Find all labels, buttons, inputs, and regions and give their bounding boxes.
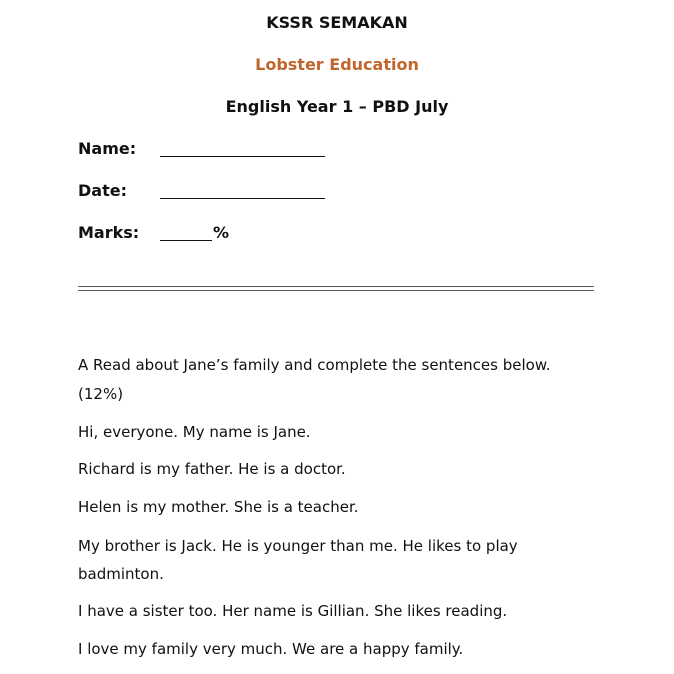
passage-line: My brother is Jack. He is younger than me. He likes to play [78, 537, 518, 555]
name-label: Name: [78, 139, 137, 158]
passage-line: I have a sister too. Her name is Gillian. She likes reading. [78, 602, 508, 620]
document-title: KSSR SEMAKAN [266, 13, 408, 32]
passage-line: Hi, everyone. My name is Jane. [78, 423, 311, 441]
publisher-name: Lobster Education [255, 55, 419, 74]
date-blank[interactable] [160, 182, 325, 199]
passage-line: I love my family very much. We are a happy family. [78, 640, 464, 658]
date-label: Date: [78, 181, 127, 200]
name-blank[interactable] [160, 140, 325, 157]
marks-label: Marks: [78, 223, 140, 242]
passage-line: Helen is my mother. She is a teacher. [78, 498, 359, 516]
document-subtitle: English Year 1 – PBD July [225, 97, 449, 116]
section-marks: (12%) [78, 385, 124, 403]
double-divider [78, 286, 594, 291]
section-instruction: A Read about Jane’s family and complete the sentences below. [78, 356, 551, 374]
marks-blank[interactable] [160, 224, 212, 241]
passage-line: Richard is my father. He is a doctor. [78, 460, 346, 478]
passage-line: badminton. [78, 565, 164, 583]
marks-percent: % [213, 223, 230, 242]
